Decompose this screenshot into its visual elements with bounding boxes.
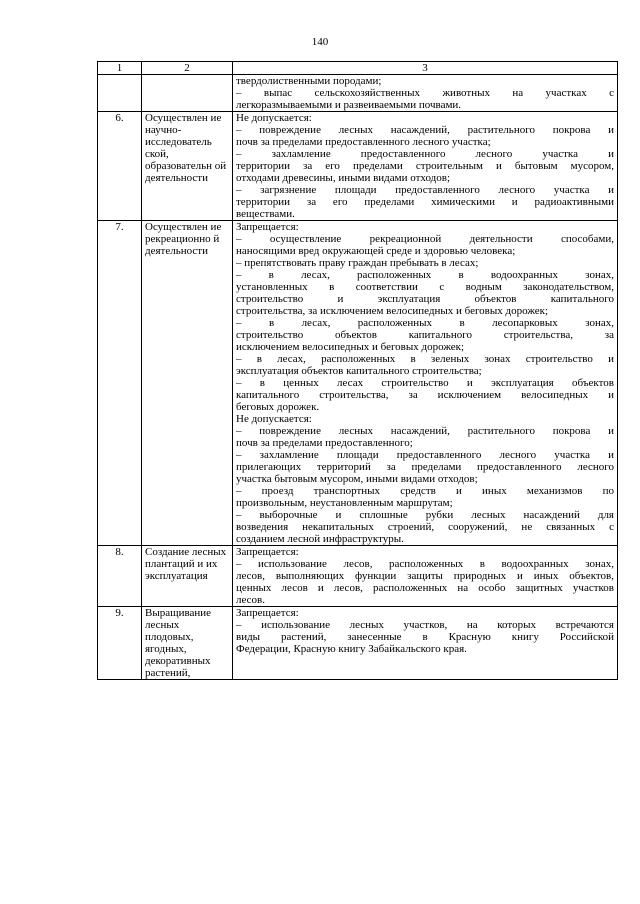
restriction-line: – в лесах, расположенных в водоохранных зонах, [236,269,614,281]
row-number: 6. [98,112,142,221]
restriction-line: – проезд транспортных средств и иных механизмов по [236,485,614,497]
restriction-line: эксплуатация объектов капитального строительства; [236,365,482,377]
restriction-line: капитального строительства, за исключением велосипедных и [236,389,614,401]
header-cell-1: 1 [98,62,142,75]
restriction-line: ценных лесов и лесов, расположенных на особо защитных участков [236,582,614,594]
restriction-line: созданием лесной инфраструктуры. [236,533,404,545]
row-number [98,75,142,112]
restrictions-table [97,61,618,680]
restriction-line: Запрещается: [236,546,299,558]
activity-name: Выращивание лесных плодовых, ягодных, декоративных растений, [142,607,233,680]
restriction-line: Не допускается: [236,413,312,425]
restriction-line: территории за его пределами химическими и радиоактивными [236,196,614,208]
restriction-line: почв за пределами предоставленного лесного участка; [236,136,491,148]
activity-name: Создание лесных плантаций и их эксплуатация [142,546,233,607]
restriction-line: – повреждение лесных насаждений, растительного покрова и [236,124,614,136]
restriction-line: – использование лесных участков, на которых встречаются [236,619,614,631]
restriction-line: – повреждение лесных насаждений, растительного покрова и [236,425,614,437]
restriction-line: установленных в соответствии с водным законодательством, [236,281,614,293]
restriction-line: лесов, выполняющих функции защиты природных и иных объектов, [236,570,614,582]
restriction-line: – загрязнение площади предоставленного лесного участка и [236,184,614,196]
restriction-line: произвольным, неустановленным маршрутам; [236,497,453,509]
restriction-line: легкоразмываемыми и развеиваемыми почвами. [236,99,462,111]
table-row [98,221,618,546]
table-row [98,607,618,680]
restriction-line: отходами древесины, иными видами отходов; [236,172,451,184]
restriction-line: – осуществление рекреационной деятельности способами, [236,233,614,245]
restriction-line: – в лесах, расположенных в зеленых зонах строительство и [236,353,614,365]
restriction-line: – использование лесов, расположенных в водоохранных зонах, [236,558,614,570]
table-row [98,75,618,112]
restrictions-cell [233,607,618,680]
restriction-line: строительство и эксплуатация объектов капитального [236,293,614,305]
restriction-line: наносящими вред окружающей среде и здоровью человека; [236,245,516,257]
restrictions-cell [233,546,618,607]
restrictions-cell [233,75,618,112]
activity-name: Осуществлен ие научно- исследователь ской, образовательн ой деятельности [142,112,233,221]
activity-name [142,75,233,112]
restriction-line: Федерации, Красную книгу Забайкальского края. [236,643,467,655]
restriction-line: – захламление предоставленного лесного участка и [236,148,614,160]
restriction-line: – в лесах, расположенных в лесопарковых зонах, [236,317,614,329]
header-cell-3: 3 [233,62,618,75]
restriction-line: – выборочные и сплошные рубки лесных насаждений для [236,509,614,521]
restriction-line: строительство объектов капитального строительства, за [236,329,614,341]
restriction-line: Запрещается: [236,221,299,233]
restriction-line: Запрещается: [236,607,299,619]
row-number: 8. [98,546,142,607]
restriction-line: беговых дорожек. [236,401,320,413]
restriction-line: лесов. [236,594,265,606]
restriction-line: Не допускается: [236,112,312,124]
restriction-line: территории за его пределами строительным и бытовым мусором, [236,160,614,172]
restriction-line: – в ценных лесах строительство и эксплуатация объектов [236,377,614,389]
row-number: 9. [98,607,142,680]
table-row [98,546,618,607]
restriction-line: почв за пределами предоставленного; [236,437,413,449]
restrictions-cell [233,221,618,546]
restriction-line: – препятствовать праву граждан пребывать в лесах; [236,257,479,269]
restrictions-cell [233,112,618,221]
restriction-line: прилегающих территорий за пределами предоставленного лесного [236,461,614,473]
activity-name: Осуществлен ие рекреационно й деятельности [142,221,233,546]
page-number: 140 [311,36,329,48]
restriction-line: – захламление площади предоставленного лесного участка и [236,449,614,461]
restriction-line: веществами. [236,208,295,220]
restriction-line: твердолиственными породами; [236,75,382,87]
restriction-line: – выпас сельскохозяйственных животных на участках с [236,87,614,99]
restriction-line: виды растений, занесенные в Красную книгу Российской [236,631,614,643]
restriction-line: участка бытовым мусором, иными видами отходов; [236,473,478,485]
table-row [98,112,618,221]
restriction-line: возведения некапитальных строений, сооружений, не связанных с [236,521,614,533]
restriction-line: исключением велосипедных и беговых дорожек; [236,341,465,353]
header-cell-2: 2 [142,62,233,75]
header-row [98,62,618,75]
row-number: 7. [98,221,142,546]
restriction-line: строительства, за исключением велосипедных и беговых дорожек; [236,305,549,317]
